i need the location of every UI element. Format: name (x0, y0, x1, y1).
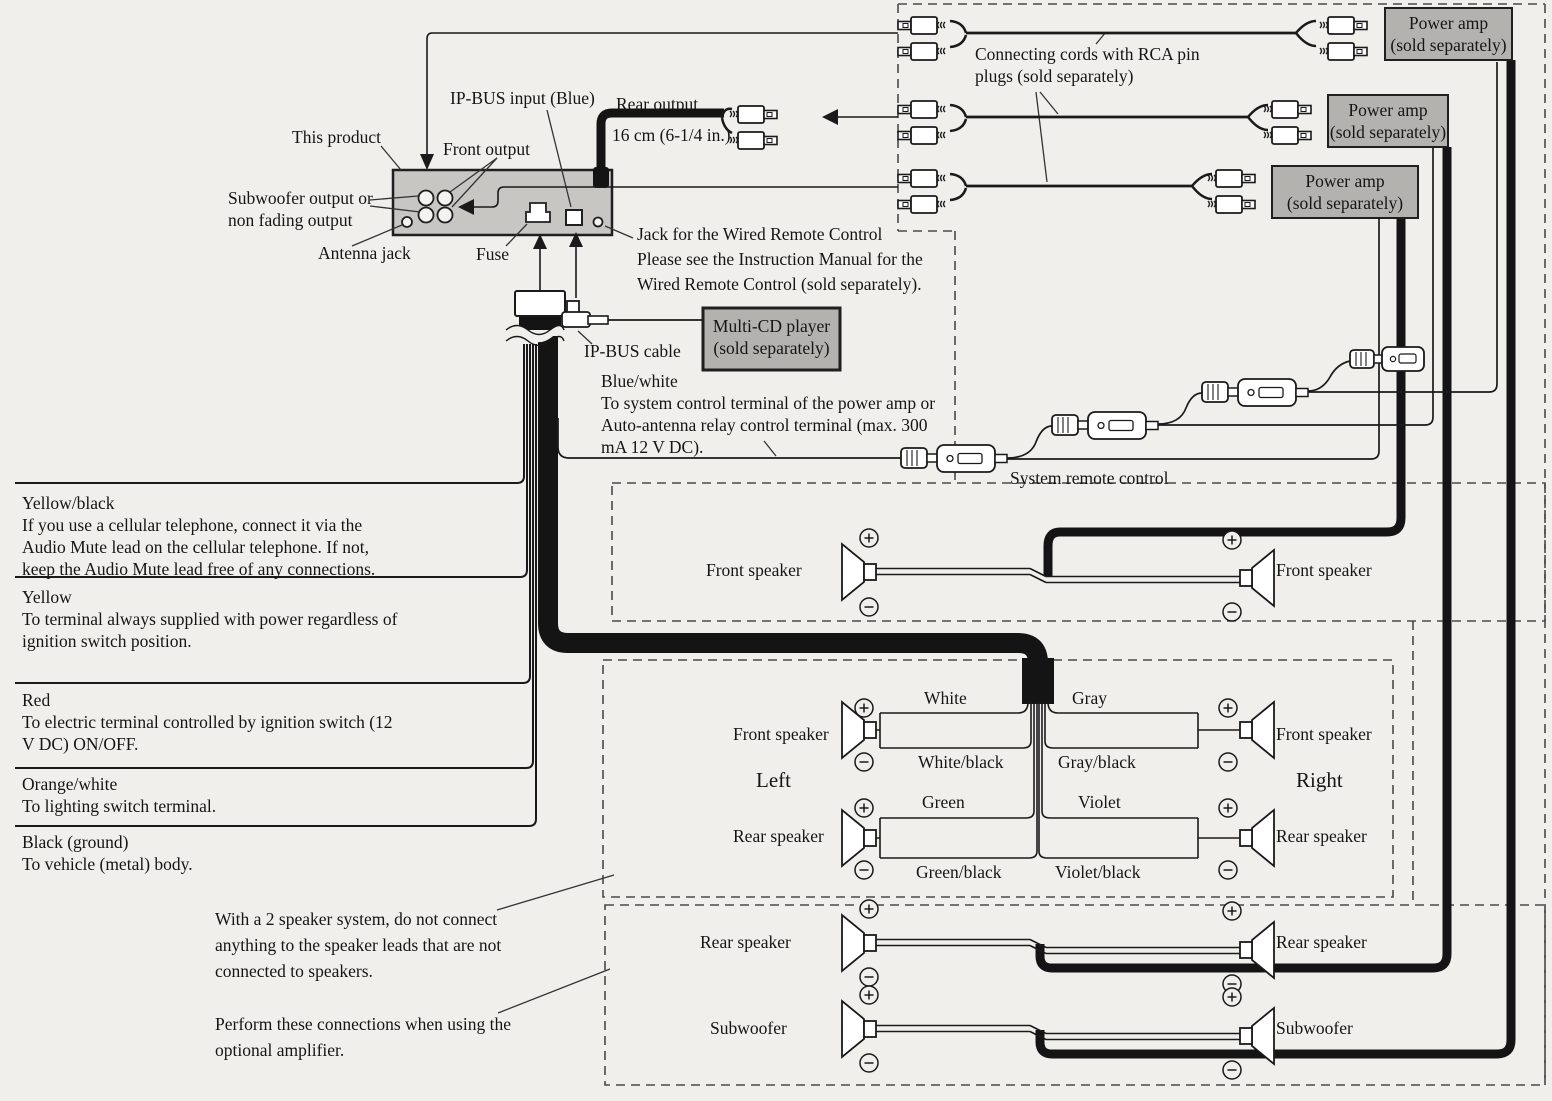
plus-terminal-icon (1219, 799, 1237, 817)
plus-terminal-icon (855, 699, 873, 717)
front-speaker-label: Front speaker (1276, 560, 1372, 580)
rca-plug-icon (1264, 127, 1311, 144)
four-speaker-box-wiring (876, 702, 1240, 858)
ip-bus-input-port-icon (566, 210, 582, 225)
lead-black-ground: Black (ground) To vehicle (metal) body. (22, 832, 193, 874)
minus-terminal-icon (1223, 1061, 1241, 1079)
speaker-icon (1240, 550, 1274, 606)
antenna-jack-icon (402, 217, 412, 227)
spade-connector-icon (1350, 347, 1424, 371)
speaker-icon (1240, 810, 1274, 866)
ip-bus-input-label: IP-BUS input (Blue) (450, 88, 595, 108)
subwoofer-label: Subwoofer (1276, 1018, 1353, 1038)
harness-connector-block (515, 291, 565, 316)
front-output-jack-icon (438, 208, 453, 223)
rca-cords-label: plugs (sold separately) (975, 66, 1134, 86)
left-side-label: Left (756, 768, 791, 792)
wired-remote-label: Please see the Instruction Manual for the (637, 249, 923, 269)
rca-plug-icon (898, 170, 945, 187)
rear-output-port-icon (593, 167, 609, 188)
speaker-icon (1240, 702, 1274, 758)
speaker-icon (842, 1001, 876, 1057)
rear-speaker-label: Rear speaker (1276, 826, 1367, 846)
ip-bus-cable-label: IP-BUS cable (584, 341, 681, 361)
lead-red: Red To electric terminal controlled by ignition switch (12 V DC) ON/OFF. (22, 690, 393, 754)
subwoofer-output-jack-icon (419, 208, 434, 223)
subwoofer-label: Subwoofer (710, 1018, 787, 1038)
wire-color-green: Green (922, 792, 965, 812)
rca-plug-icon (730, 106, 777, 123)
ip-bus-connector-icon (562, 312, 590, 327)
wire-color-violet: Violet (1078, 792, 1121, 812)
rear-speaker-label: Rear speaker (733, 826, 824, 846)
rca-plug-icon (1264, 101, 1311, 118)
plus-terminal-icon (1223, 902, 1241, 920)
note-two-speaker: With a 2 speaker system, do not connect anything to the speaker leads that are not connected to speakers. (215, 909, 502, 981)
lead-yellow-black: Yellow/black If you use a cellular telephone, connect it via the Audio Mute lead on the cellular telephone. If not, keep the Audio Mute lead free of any connections. (22, 493, 376, 579)
note-amplifier: Perform these connections when using the optional amplifier. (215, 1014, 511, 1060)
this-product-label: This product (292, 127, 381, 147)
rca-plug-icon (730, 132, 777, 149)
speaker-icon (842, 544, 876, 600)
wired-remote-jack-icon (594, 218, 603, 227)
wire-color-green-black: Green/black (916, 862, 1002, 882)
minus-terminal-icon (855, 753, 873, 771)
front-speaker-label: Front speaker (1276, 724, 1372, 744)
rca-plug-icon (898, 43, 945, 60)
minus-terminal-icon (860, 968, 878, 986)
blue-white-desc: mA 12 V DC). (601, 437, 704, 457)
minus-terminal-icon (860, 1054, 878, 1072)
minus-terminal-icon (855, 861, 873, 879)
wire-color-gray-black: Gray/black (1058, 752, 1136, 772)
front-output-jack-icon (438, 191, 453, 206)
right-side-label: Right (1296, 768, 1343, 792)
front-speaker-label: Front speaker (733, 724, 829, 744)
wired-remote-label: Jack for the Wired Remote Control (637, 224, 883, 244)
rca-plug-icon (898, 101, 945, 118)
power-amp-label-2: Power amp (sold separately) (1329, 100, 1447, 142)
rca-plug-icon (1208, 196, 1255, 213)
wire-color-violet-black: Violet/black (1055, 862, 1141, 882)
minus-terminal-icon (1219, 861, 1237, 879)
head-unit-group (393, 167, 612, 235)
plus-terminal-icon (860, 986, 878, 1004)
antenna-jack-label: Antenna jack (318, 243, 411, 263)
wire-color-white-black: White/black (918, 752, 1004, 772)
rca-cords-label: Connecting cords with RCA pin (975, 44, 1200, 64)
speaker-icon (842, 810, 876, 866)
plus-terminal-icon (1223, 531, 1241, 549)
plus-terminal-icon (855, 799, 873, 817)
plus-terminal-icon (1223, 988, 1241, 1006)
system-remote-label: System remote control (1010, 468, 1169, 488)
blue-white-label: Blue/white (601, 371, 678, 391)
plus-terminal-icon (860, 529, 878, 547)
arrow-left-icon (822, 109, 838, 125)
rear-speaker-label: Rear speaker (700, 932, 791, 952)
harness-bundle-block (1022, 658, 1054, 704)
spade-connector-icon (1052, 412, 1158, 439)
wire-color-white: White (924, 688, 967, 708)
rear-output-label: Rear output (616, 94, 699, 114)
wired-remote-label: Wired Remote Control (sold separately). (637, 274, 922, 294)
fuse-label: Fuse (476, 244, 510, 264)
rear-sub-box-wiring (864, 940, 1240, 1040)
front-speaker-label: Front speaker (706, 560, 802, 580)
spade-connector-icon (901, 445, 1007, 472)
rca-plug-icon (1320, 43, 1367, 60)
subwoofer-output-label: Subwoofer output or (228, 188, 373, 208)
minus-terminal-icon (1219, 753, 1237, 771)
subwoofer-output-label: non fading output (228, 210, 353, 230)
wire-color-gray: Gray (1072, 688, 1107, 708)
lead-yellow: Yellow To terminal always supplied with power regardless of ignition switch position. (22, 587, 398, 651)
rear-output-length-label: 16 cm (6-1/4 in.) (612, 125, 731, 145)
rca-plug-icon (1320, 17, 1367, 34)
rca-plug-icon (898, 127, 945, 144)
speaker-icon (842, 915, 876, 971)
spade-connector-icon (1202, 379, 1308, 406)
blue-white-desc: To system control terminal of the power amp or (601, 393, 936, 413)
minus-terminal-icon (860, 598, 878, 616)
power-amp-label-3: Power amp (sold separately) (1286, 171, 1404, 213)
blue-white-desc: Auto-antenna relay control terminal (max. 300 (601, 415, 928, 435)
power-amp-label-1: Power amp (sold separately) (1390, 13, 1507, 55)
arrow-down-icon (420, 154, 434, 170)
lead-orange-white: Orange/white To lighting switch terminal. (22, 774, 217, 816)
rear-speaker-label: Rear speaker (1276, 932, 1367, 952)
subwoofer-output-jack-icon (419, 191, 434, 206)
yellow-black-lead-wire (15, 344, 524, 483)
rca-plug-icon (898, 196, 945, 213)
plus-terminal-icon (1219, 699, 1237, 717)
fuse-icon (526, 203, 550, 222)
front-output-label: Front output (443, 139, 531, 159)
multi-cd-player-label: Multi-CD player (sold separately) (712, 316, 831, 358)
minus-terminal-icon (1223, 603, 1241, 621)
rca-plug-icon (1208, 170, 1255, 187)
plus-terminal-icon (860, 900, 878, 918)
rca-plug-icon (898, 17, 945, 34)
